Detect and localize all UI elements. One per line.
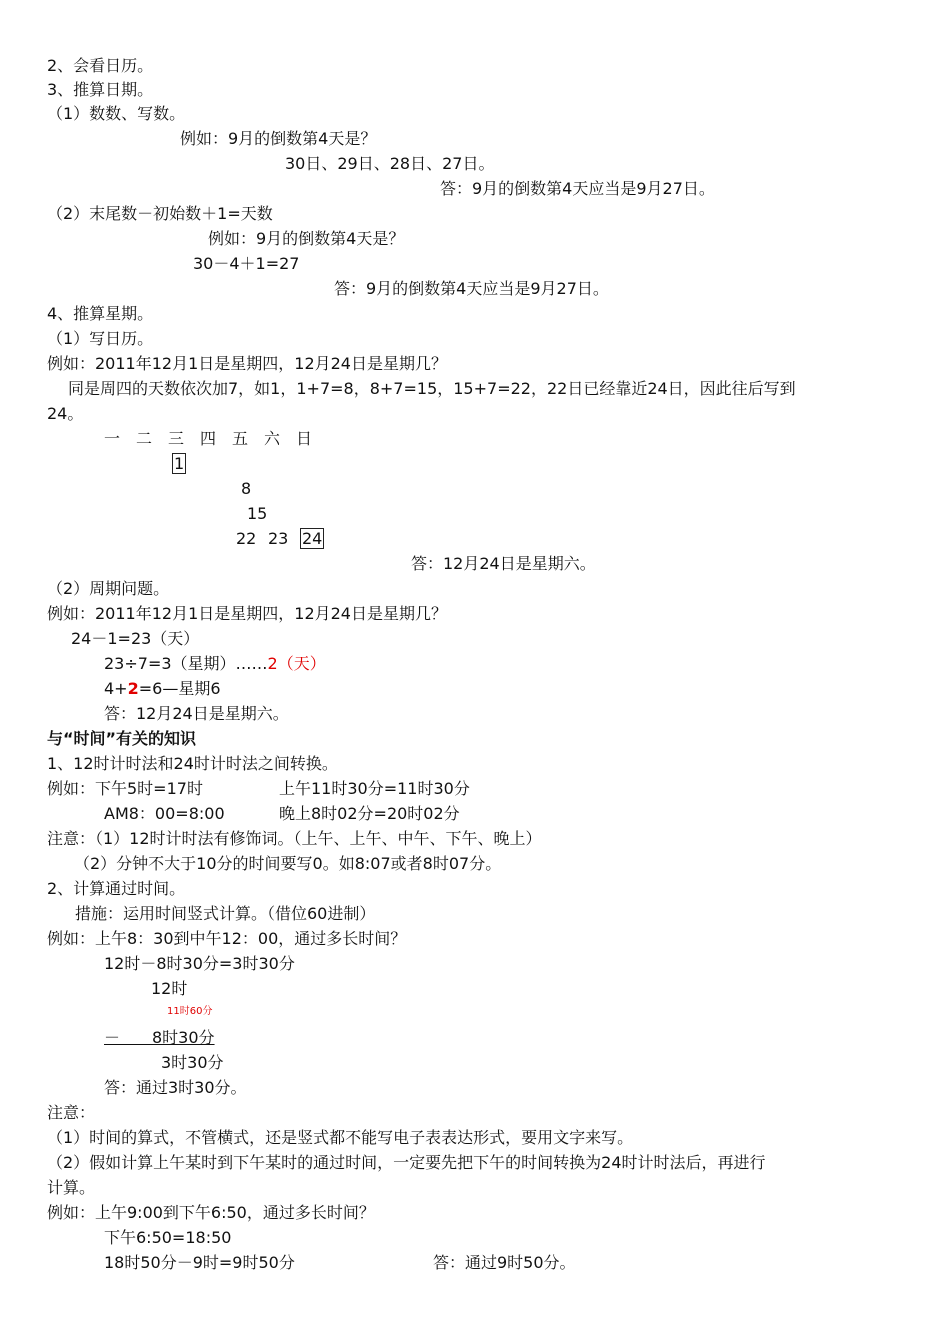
section-heading: 与“时间”有关的知识 [47, 729, 197, 748]
method-count: （1）数数、写数。 [47, 104, 186, 123]
weekday-label: 三 [168, 429, 185, 448]
example-text: 例如：2011年12月1日是星期四，12月24日是星期几？ [47, 604, 447, 623]
calendar-day [172, 453, 186, 475]
explanation-text: 24。 [47, 404, 84, 423]
calendar-day: 15 [247, 504, 268, 523]
formula-part: =6—星期6 [138, 679, 221, 698]
example-work: 30日、29日、28日、27日。 [285, 154, 495, 173]
example-work: 12时－8时30分=3时30分 [104, 954, 295, 973]
weekday-label: 日 [296, 429, 313, 448]
example-work: 30－4＋1=27 [193, 254, 300, 273]
division-text: 23÷7=3（星期）…… [104, 654, 268, 673]
example-work: 下午6:50=18:50 [104, 1228, 232, 1247]
method-formula: （2）末尾数－初始数＋1=天数 [47, 204, 273, 223]
remainder-highlight: 2 [127, 679, 139, 698]
calendar-day [300, 528, 324, 550]
method-cycle: （2）周期问题。 [47, 579, 170, 598]
section-time-conversion: 1、12时计时法和24时计时法之间转换。 [47, 754, 338, 773]
answer-text: 答：通过3时30分。 [104, 1078, 247, 1097]
borrow-note: 11时60分 [167, 1006, 213, 1017]
note-text: （1）时间的算式，不管横式，还是竖式都不能写电子表表达形式，要用文字来写。 [47, 1128, 634, 1147]
example-work: 24－1=23（天） [71, 629, 200, 648]
section-view-calendar: 2、会看日历。 [47, 56, 154, 75]
answer-text: 答：9月的倒数第4天应当是9月27日。 [334, 279, 609, 298]
calendar-weekday-row [104, 428, 328, 450]
example-text: 例如：上午9:00到下午6:50，通过多长时间？ [47, 1203, 375, 1222]
example-text: 例如：9月的倒数第4天是？ [208, 229, 405, 248]
example-text: 例如：2011年12月1日是星期四，12月24日是星期几？ [47, 354, 447, 373]
section-infer-weekday: 4、推算星期。 [47, 304, 154, 323]
example-text: 晚上8时02分=20时02分 [279, 804, 460, 823]
explanation-text: 同是周四的天数依次加7，如1，1+7=8，8+7=15，15+7=22，22日已经靠近24日，因此往后写到 [68, 379, 796, 398]
weekday-label: 四 [200, 429, 217, 448]
minuend: 12时 [151, 979, 188, 998]
calendar-day-1-boxed: 1 [174, 454, 185, 473]
example-text: 例如：上午8：30到中午12：00，通过多长时间？ [47, 929, 407, 948]
answer-text: 答：通过9时50分。 [433, 1253, 576, 1272]
note-text: （2）分钟不大于10分的时间要写0。如8:07或者8时07分。 [74, 854, 502, 873]
answer-text: 答：9月的倒数第4天应当是9月27日。 [440, 179, 715, 198]
note-heading: 注意： [47, 1103, 96, 1122]
calendar-day: 23 [268, 529, 289, 548]
section-infer-date: 3、推算日期。 [47, 80, 154, 99]
section-elapsed-time: 2、计算通过时间。 [47, 879, 186, 898]
example-text: AM8：00=8:00 [104, 804, 225, 823]
example-text: 例如：下午5时=17时 [47, 779, 203, 798]
calendar-day-24-boxed: 24 [302, 529, 323, 548]
weekday-label: 一 [104, 429, 121, 448]
formula-part: 4+ [104, 679, 128, 698]
method-write-calendar: （1）写日历。 [47, 329, 154, 348]
difference: 3时30分 [161, 1053, 224, 1072]
note-text: 计算。 [47, 1178, 96, 1197]
example-text: 上午11时30分=11时30分 [279, 779, 470, 798]
example-work: 18时50分－9时=9时50分 [104, 1253, 295, 1272]
weekday-label: 六 [264, 429, 281, 448]
weekday-label: 二 [136, 429, 153, 448]
method-text: 措施：运用时间竖式计算。（借位60进制） [75, 904, 376, 923]
answer-text: 答：12月24日是星期六。 [411, 554, 596, 573]
calendar-day: 8 [241, 479, 252, 498]
remainder-highlight: 2（天） [267, 654, 326, 673]
example-work [104, 653, 326, 675]
example-work [104, 678, 221, 700]
subtrahend-line: － 8时30分 [104, 1028, 215, 1047]
weekday-label: 五 [232, 429, 249, 448]
example-text: 例如：9月的倒数第4天是？ [180, 129, 377, 148]
calendar-day: 22 [236, 529, 257, 548]
note-text: 注意：（1）12时计时法有修饰词。（上午、上午、中午、下午、晚上） [47, 829, 542, 848]
answer-text: 答：12月24日是星期六。 [104, 704, 289, 723]
note-text: （2）假如计算上午某时到下午某时的通过时间，一定要先把下午的时间转换为24时计时法后，再进行 [47, 1153, 766, 1172]
